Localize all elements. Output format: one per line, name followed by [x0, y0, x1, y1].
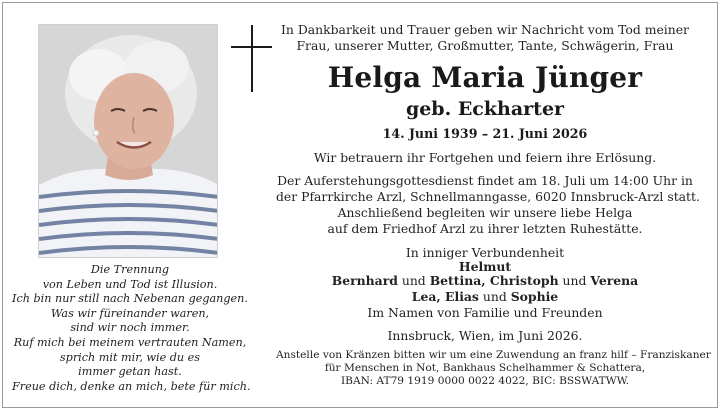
donation-line: Anstelle von Kränzen bitten wir um eine Zuwendung an franz hilf – Franziskaner	[276, 349, 711, 361]
family-children: Bernhard und Bettina, Christoph und Verena	[331, 273, 639, 288]
family-grandchildren: Lea, Elias und Sophie	[411, 289, 559, 304]
poem-line: sprich mit mir, wie du es	[59, 350, 201, 364]
service-line: der Pfarrkirche Arzl, Schnellmanngasse, 6020 Innsbruck-Arzl statt.	[276, 189, 700, 204]
poem-line: immer getan hast.	[78, 365, 182, 379]
service-line: Anschließend begleiten wir unsere liebe Helga	[337, 205, 633, 220]
poem-line: Die Trennung	[90, 263, 170, 276]
portrait-photo	[38, 24, 218, 258]
family-others: Im Namen von Familie und Freunden	[367, 305, 603, 320]
life-dates: 14. Juni 1939 – 21. Juni 2026	[382, 126, 588, 141]
mourning-line: Wir betrauern ihr Fortgehen und feiern ihre Erlösung.	[313, 150, 657, 165]
family-heading: In inniger Verbundenheit	[405, 245, 565, 260]
intro-line: In Dankbarkeit und Trauer geben wir Nachricht vom Tod meiner	[281, 22, 689, 37]
poem	[12, 263, 251, 394]
donation-line: für Menschen in Not, Bankhaus Schelhammer & Schattera,	[324, 362, 646, 374]
family-husband: Helmut	[458, 259, 512, 274]
poem-line: von Leben und Tod ist Illusion.	[42, 277, 218, 291]
poem-line: Ruf mich bei meinem vertrauten Namen,	[13, 335, 247, 349]
deceased-name: Helga Maria Jünger	[327, 61, 643, 94]
place-date: Innsbruck, Wien, im Juni 2026.	[387, 328, 583, 343]
poem-line: Ich bin nur still nach Nebenan gegangen.	[12, 292, 248, 306]
obituary-text	[276, 0, 711, 410]
poem-line: Freue dich, denke an mich, bete für mich.	[12, 379, 251, 393]
service-line: auf dem Friedhof Arzl zu ihrer letzten Ruhestätte.	[327, 221, 643, 236]
poem-line: Was wir füreinander waren,	[50, 306, 210, 320]
poem-line: sind wir noch immer.	[70, 321, 190, 335]
service-line: Der Auferstehungsgottesdienst findet am 18. Juli um 14:00 Uhr in	[277, 173, 693, 188]
maiden-name: geb. Eckharter	[405, 98, 565, 120]
intro-line: Frau, unserer Mutter, Großmutter, Tante, Schwägerin, Frau	[296, 38, 674, 53]
donation-line: IBAN: AT79 1919 0000 0022 4022, BIC: BSSWATWW.	[340, 375, 630, 387]
